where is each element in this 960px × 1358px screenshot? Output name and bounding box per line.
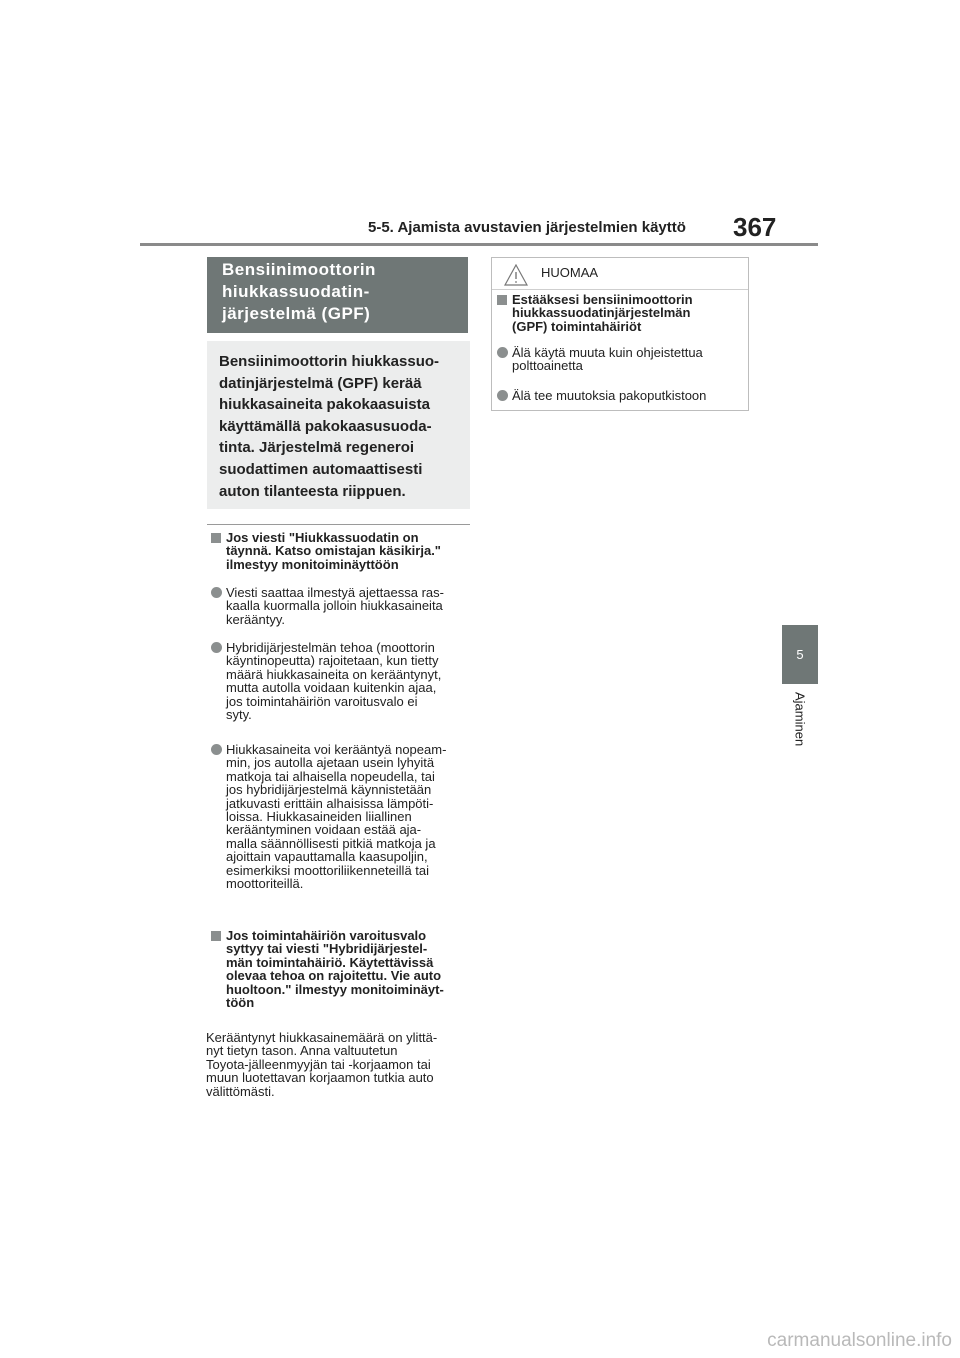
bullet-line: loissa. Hiukkasaineiden liiallinen <box>226 809 412 825</box>
heading-malfunction <box>210 929 472 1009</box>
heading-gpf-full <box>210 531 472 571</box>
heading-line: män toimintahäiriö. Käytettävissä <box>226 954 434 970</box>
notice-bullet-exhaust <box>496 389 746 402</box>
heading-line: Jos viesti "Hiukkassuodatin on <box>226 530 419 545</box>
paragraph-line: muun luotettavan korjaamon tutkia auto <box>206 1070 434 1086</box>
paragraph-line: Kerääntynyt hiukkasainemäärä on ylittä- <box>206 1030 438 1045</box>
circle-bullet-icon <box>211 744 222 755</box>
intro-line: suodattimen automaattisesti <box>219 460 423 478</box>
bullet-line: kerääntyy. <box>226 611 286 627</box>
bullet-line: kerääntyminen voidaan estää aja- <box>226 822 422 838</box>
heading-line: ilmestyy monitoiminäyttöön <box>226 556 399 572</box>
footer-watermark: carmanualsonline.info <box>767 1330 952 1351</box>
bullet-line: jatkuvasti erittäin alhaisissa lämpöti- <box>226 795 434 811</box>
bullet-line: malla säännöllisesti pitkiä matkoja ja <box>226 835 436 851</box>
bullet-line: moottoriteillä. <box>226 876 304 892</box>
gpf-title-box <box>207 257 468 333</box>
intro-line: Bensiinimoottorin hiukkassuo- <box>219 353 440 370</box>
square-bullet-icon <box>211 533 221 543</box>
notice-bullet-line: Älä käytä muuta kuin ohjeistettua <box>512 345 703 360</box>
header-rule <box>140 243 818 246</box>
intro-line: hiukkasaineita pakokaasuista <box>219 396 430 414</box>
section-title: 5-5. Ajamista avustavien järjestelmien käyttö <box>368 219 686 236</box>
circle-bullet-icon <box>497 390 508 401</box>
bullet-line: mutta autolla voidaan kuitenkin ajaa, <box>226 680 437 696</box>
warning-triangle-icon <box>504 264 528 286</box>
bullet-line: Viesti saattaa ilmestyä ajettaessa ras- <box>226 585 444 600</box>
bullet-line: kaalla kuormalla jolloin hiukkasaineita <box>226 598 443 614</box>
notice-heading-line: hiukkassuodatinjärjestelmän <box>512 305 691 321</box>
circle-bullet-icon <box>497 347 508 358</box>
gpf-title-line: hiukkassuodatin- <box>222 282 370 301</box>
paragraph-line: nyt tietyn tason. Anna valtuutetun <box>206 1043 398 1059</box>
bullet-line: Hiukkasaineita voi kerääntyä nopeam- <box>226 742 447 757</box>
heading-line: olevaa tehoa on rajoitettu. Vie auto <box>226 968 442 984</box>
square-bullet-icon <box>497 295 507 305</box>
chapter-number: 5 <box>796 647 804 662</box>
heading-line: Jos toimintahäiriön varoitusvalo <box>226 928 427 943</box>
notice-bullet-line: polttoainetta <box>512 358 583 374</box>
section-divider <box>207 524 470 525</box>
intro-line: tinta. Järjestelmä regeneroi <box>219 439 415 457</box>
chapter-label: Ajaminen <box>792 692 808 747</box>
bullet-line: jos toimintahäiriön varoitusvalo ei <box>226 693 418 709</box>
heading-line: huoltoon." ilmestyy monitoiminäyt- <box>226 981 444 997</box>
gpf-title-line: Bensiinimoottorin <box>222 260 376 279</box>
intro-line: käyttämällä pakokaasusuoda- <box>219 417 432 435</box>
bullet-line: Hybridijärjestelmän tehoa (moottorin <box>226 640 435 655</box>
gpf-intro-box <box>207 341 470 509</box>
gpf-title-line: järjestelmä (GPF) <box>222 304 371 323</box>
bullet-line: jos hybridijärjestelmä käynnistetään <box>226 782 432 798</box>
page-number: 367 <box>733 212 777 242</box>
heading-line: töön <box>226 995 255 1011</box>
malfunction-paragraph <box>206 1031 474 1098</box>
square-bullet-icon <box>211 931 221 941</box>
notice-label: HUOMAA <box>541 265 599 280</box>
bullet-power-limited <box>210 641 472 721</box>
intro-line: datinjärjestelmä (GPF) kerää <box>219 374 422 392</box>
notice-heading <box>496 293 746 333</box>
bullet-accumulation <box>210 743 472 890</box>
paragraph-line: välittömästi. <box>206 1083 275 1099</box>
notice-header <box>492 258 748 290</box>
heading-line: täynnä. Katso omistajan käsikirja." <box>226 543 441 559</box>
bullet-line: matkoja tai alhaisella nopeudella, tai <box>226 768 435 784</box>
bullet-message-load <box>210 586 472 626</box>
bullet-line: ajoittain vapauttamalla kaasupoljin, <box>226 849 428 865</box>
notice-heading-line: Estääksesi bensiinimoottorin <box>512 292 693 307</box>
chapter-tab <box>782 625 818 684</box>
notice-bullet-fuel <box>496 346 746 373</box>
bullet-line: esimerkiksi moottoriliikenneteillä tai <box>226 862 430 878</box>
notice-box <box>491 257 749 411</box>
circle-bullet-icon <box>211 642 222 653</box>
heading-line: syttyy tai viesti "Hybridijärjestel- <box>226 941 428 957</box>
intro-line: auton tilanteesta riippuen. <box>219 482 406 500</box>
bullet-line: syty. <box>226 707 252 723</box>
bullet-line: min, jos autolla ajetaan usein lyhyitä <box>226 755 435 771</box>
bullet-line: käyntinopeutta) rajoitetaan, kun tietty <box>226 653 439 669</box>
circle-bullet-icon <box>211 587 222 598</box>
chapter-label-container <box>782 692 818 762</box>
notice-bullet-line: Älä tee muutoksia pakoputkistoon <box>512 388 707 403</box>
paragraph-line: Toyota-jälleenmyyjän tai -korjaamon tai <box>206 1056 431 1072</box>
bullet-line: määrä hiukkasaineita on kerääntynyt, <box>226 666 442 682</box>
notice-heading-line: (GPF) toimintahäiriöt <box>512 318 642 334</box>
